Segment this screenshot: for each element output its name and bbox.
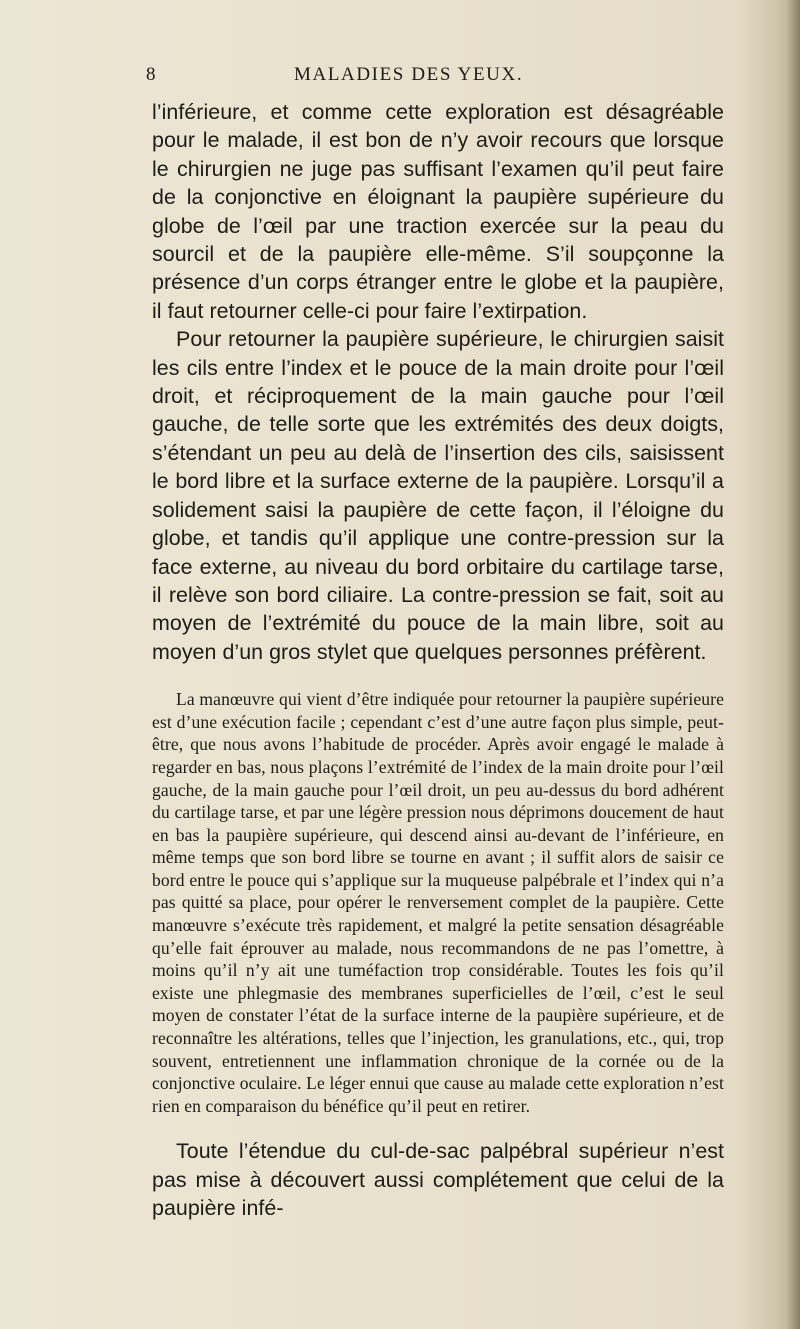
paragraph-continuation: l’inférieure, et comme cette exploration est désagréable pour le malade, il est bon de n’y avoir recours que lorsque le chirurgien ne juge pas suffisant l’examen qu’il peut faire de la conjonctive en éloignant la paupière supérieure du globe de l’œil par une traction exercée sur la peau du sourcil et de la paupière elle-même. S’il soupçonne la présence d’un corps étranger entre le globe et la paupière, il faut retourner celle-ci pour faire l’extirpation. bbox=[152, 100, 724, 323]
page-number: 8 bbox=[146, 64, 158, 85]
running-title: MALADIES DES YEUX. bbox=[294, 64, 524, 85]
body-text bbox=[152, 98, 724, 1223]
running-head bbox=[146, 64, 706, 90]
paragraph-alternative-maneuver: La manœuvre qui vient d’être indiquée pour retourner la paupière supérieure est d’une exécution facile ; cependant c’est d’une autre façon plus simple, peut-être, que nous avons l’habitude de procéder. Après avoir engagé le malade à regarder en bas, nous plaçons l’extrémité de l’index de la main droite pour l’œil gauche, de la main gauche pour l’œil droit, un peu au-dessus du bord adhérent du cartilage tarse, et par une légère pression nous déprimons doucement de haut en bas la paupière supérieure, qui descend ainsi au-devant de l’inférieure, en même temps que son bord libre se tourne en avant ; il suffit alors de saisir ce bord entre le pouce qui s’applique sur la muqueuse palpébrale et l’index qui n’a pas quitté sa place, pour opérer le renversement complet de la paupière. Cette manœuvre s’exécute très rapidement, et malgré la petite sensation désagréable qu’elle fait éprouver au malade, nous recommandons de ne pas l’omettre, à moins qu’il n’y ait une tuméfaction trop considérable. Toutes les fois qu’il existe une phlegmasie des membranes superficielles de l’œil, c’est le seul moyen de constater l’état de la surface interne de la paupière supérieure, et de reconnaître les altérations, telles que l’injection, les granulations, etc., qui, trop souvent, entretiennent une inflammation chronique de la cornée ou de la conjonctive oculaire. Le léger ennui que cause au malade cette exploration n’est rien en comparaison du bénéfice qu’il peut en retirer. bbox=[152, 689, 724, 1116]
page-edge-shadow bbox=[786, 0, 800, 1329]
paragraph-eyelid-eversion: Pour retourner la paupière supérieure, le chirurgien saisit les cils entre l’index et le pouce de la main droite pour l’œil droit, et réciproquement de la main gauche pour l’œil gauche, de telle sorte que les extrémités des deux doigts, s’étendant un peu au delà de l’insertion des cils, saisissent le bord libre et la surface externe de la paupière. Lorsqu’il a solidement saisi la paupière de cette façon, il l’éloigne du globe, et tandis qu’il applique une contre-pression sur la face externe, au niveau du bord orbitaire du cartilage tarse, il relève son bord ciliaire. La contre-pression se fait, soit au moyen de l’extrémité du pouce de la main libre, soit au moyen d’un gros stylet que quelques personnes préfèrent. bbox=[152, 327, 724, 664]
paragraph-cul-de-sac: Toute l’étendue du cul-de-sac palpébral supérieur n’est pas mise à découvert aussi complétement que celui de la paupière infé- bbox=[152, 1139, 724, 1221]
